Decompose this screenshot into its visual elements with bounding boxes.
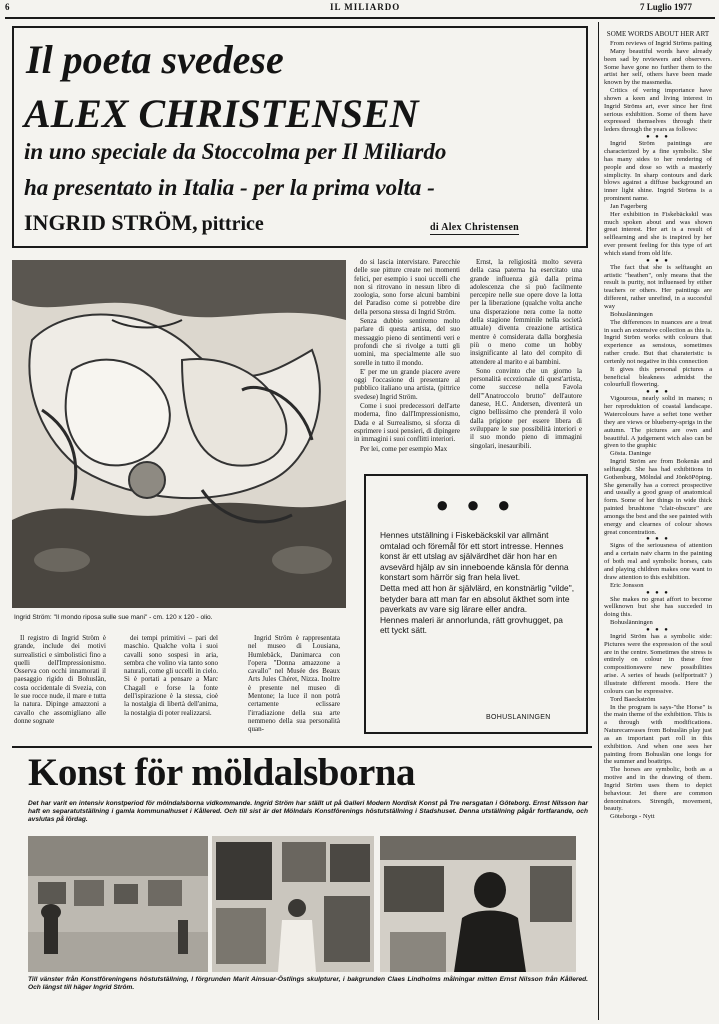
artist-line bbox=[24, 212, 264, 234]
article-col-5-p1: Ernst, la religiosità molto severa della casa paterna ha esercitato una grande influenza già dalla prima adolescenza che si può facilmente percepire nelle sue opere dove la lotta per la liberazione (qualche volta anche una disperazione nera come la notte della stagione femminile nella società attuale) diventa creazione artistica mentre è comsiderata dalla borghesia più o meno come un hobby insignificante al lato del compito di attendere al marito e ai bambini. bbox=[470, 258, 582, 366]
article-col-4-p1: do si lascia intervistare. Parecchie delle sue pitture create nei momenti felici, per esempio i suoi uccelli che non si ritrovano in nessun libro di zoologia, sono forse alcuni bambini del Paradiso come si potrebbe dire della persona stessa di Ingrid Ström. bbox=[354, 258, 460, 316]
quote-dots: ● ● ● bbox=[435, 492, 517, 517]
article-col-4-p3: E' per me un grande piacere avere oggi l'occasione di presentare al pubblico italiano una artista, (pittrice svedese) Ingrid Ström. bbox=[354, 367, 460, 401]
sidebar-paragraph: Ingrid Ström paintings are characterized by a fine symbolic. She has many sides to her rendering of people and dose so with a masterly simplicity. In sharp contours and dark blows against a diffuse background an inner light shine. Ingrid Ströms is a prominent name. bbox=[604, 140, 712, 203]
painting-illustration bbox=[12, 260, 346, 608]
newspaper-name: IL MILIARDO bbox=[330, 2, 401, 12]
exhibition-photo-1 bbox=[28, 836, 208, 972]
sidebar-separator-icon: ● ● ● bbox=[646, 134, 670, 141]
sidebar-paragraph: It gives this personal pictures a beneficial bleakness admidst the colourfull flowering. bbox=[604, 365, 712, 389]
headline-line-3: in uno speciale da Stoccolma per Il Miliardo bbox=[24, 139, 447, 164]
sidebar-separator-icon: ● ● ● bbox=[646, 257, 670, 264]
sidebar-paragraph: Vigourous, nearly solid in manes; n her reproduktion of coastal landscape. Watercolours have a seftet tone wether they are views or blueberry-sprigs in the autumn. The pictures are own and beautiful. A judgement wich also can be given to the graphic bbox=[604, 395, 712, 450]
page-number: 6 bbox=[5, 2, 10, 12]
exhibition-hall-illustration bbox=[28, 836, 208, 972]
exhibition-photo-3 bbox=[380, 836, 576, 972]
sidebar-paragraph: Ingrid Ström are from Bokenäs and selftaught. She has had exhibitions in Gothenburg, Mölndal and JönköPöping. She generally has a correct prospective and usually a good grasp of anatomical form. Some of her things in wide thick painted brushtone "clair-obscure" are amongs the best and the see painted with energy and clearnes of colour shows great concentration. bbox=[604, 458, 712, 536]
bottom-article-rule bbox=[12, 746, 592, 748]
article-col-5-p2: Sono convinto che un giorno la personalità eccezionale di quest'artista, come succese nella Favola dell'"Anatroccolo brutto" dell'autore danese, H.C. Andersen, diventerà un cigno bellissimo che prenderà il volo dalla prigione per essere libera di sviluppare le sue possibilità interiori e il suo mondo pieno di immagini singolari, inesauribili. bbox=[470, 366, 582, 450]
sidebar-paragraph: Many beautiful words have already been sad by reviewers and observers. Some have gone no further them to the artist her self, others have been made known by the massmedia. bbox=[604, 47, 712, 87]
sidebar-paragraph: In the program is says-"the Horse" is the main theme of the exhibition. This is a through with modifications. Naturecanvases from Bohuslän play just as an important part roll in this exhibition. And when one sees her painting from Bohuslän one longs for the summer and boattrips. bbox=[604, 703, 712, 766]
artist-with-paintings-illustration bbox=[212, 836, 374, 972]
sidebar-signature: Bohuslänningen bbox=[610, 310, 653, 318]
article-col-3 bbox=[248, 634, 340, 738]
painting-image bbox=[12, 260, 346, 608]
sidebar-paragraph: Signs of the seriousness of attention and a certain naiv charm in the painting of both real and symbolic horses, cats and playing children makes one want to draw attention to this exhibition. bbox=[604, 542, 712, 581]
bottom-caption: Till vänster från Konstföreningens höstutställning, I förgrunden Marit Ainsuar-Östlings skulpturer, i bakgrunden Claes Lindholms målningar mitten Ernst Nilsson från Kållered. Och längst till häger Ingrid Ström. bbox=[28, 976, 588, 992]
bottom-intro: Det har varit en intensiv konstperiod för mölndalsborna vidkommande. Ingrid Ström har ställt ut på Galleri Modern Nordisk Konst på Tre nersgatan i Göteborg. Ernst Nilsson har haft en separatutställning i gamla kommunalhuset i Kållered. Och till sist är det Mölndals Konstförenings höstutställning i Stadshuset. Denna utställning pågår fortfarande, och avslutas på lördag. bbox=[28, 800, 588, 824]
sidebar-paragraph: Critics of vering importance have shown a keen and living interest in Ingrid Ströms art, ever since her first serious exhibition. Some of them have expressed themselves through their leders through the years as follows: bbox=[604, 87, 712, 134]
article-col-1 bbox=[14, 634, 106, 726]
header-rule bbox=[5, 17, 715, 19]
quote-box bbox=[364, 474, 588, 734]
sidebar-signature: Gösta. Daninge bbox=[610, 450, 652, 458]
ingrid-strom-portrait-illustration bbox=[380, 836, 576, 972]
sidebar-separator-icon: ● ● ● bbox=[646, 589, 670, 596]
painting-caption: Ingrid Ström: "Il mondo riposa sulle sue mani" - cm. 120 x 120 - olio. bbox=[14, 614, 213, 621]
article-col-4-p2: Senza dubbio sentiremo molto parlare di questa artista, del suo messaggio pieno di sentimenti veri e profondi che si rivolge a tutti gli uomini, ma specialmente alle suo sorelle in tutto il mondo. bbox=[354, 317, 460, 367]
headline-line-1: Il poeta svedese bbox=[26, 37, 284, 82]
article-col-4-p5: Per lei, come per esempio Max bbox=[360, 444, 448, 453]
sidebar-body bbox=[604, 40, 712, 821]
sidebar-signature: Jan Fagerberg bbox=[610, 202, 648, 210]
article-col-2 bbox=[124, 634, 218, 726]
sidebar-paragraph: She makes no great affort to become wellknown but she has succeded in doing this. bbox=[604, 595, 712, 619]
quote-source: BOHUSLANINGEN bbox=[486, 714, 551, 721]
issue-date: 7 Luglio 1977 bbox=[640, 2, 693, 12]
sidebar-paragraph: Ingrid Ström has a symbolic side: Pictures were the expression of the soul are in the centre. Sometimes the stress is entirely on colour in these free compositionswere new possibilities arise. A series of heads (selfportrait? ) illustrate different moods. Here the colours can be expressive. bbox=[604, 632, 712, 695]
article-col-2-text: dei tempi primitivi – pari del maschio. Qualche volta i suoi cavalli sono sospesi in aria, sembra che volino via tanto sono naturali, come gli uccelli in cielo. Si è portati a pensare a Marc Chagall e forse la fonte dell'ispirazione è la stessa, cioè la nostalgia di libertà dell'anima, la nostalgia di poter realizzarsi. bbox=[124, 634, 218, 717]
artist-name: INGRID STRÖM, bbox=[24, 210, 198, 235]
exhibition-photo-2 bbox=[212, 836, 374, 972]
sidebar-divider bbox=[598, 22, 599, 1020]
sidebar-separator-icon: ● ● ● bbox=[646, 389, 670, 396]
sidebar-signature: Göteborgs - Nytt bbox=[610, 813, 655, 821]
quote-text: Hennes utställning i Fiskebäckskil var allmänt omtalad och föremål för ett stort intresse. Hennes konst är ett utslag av självärdhet där hon har en avsevärd hjälp av sin inneboende känsla för denna konstart som härrör sig fran hela livet. Detta med att hon är självlärd, en konstnärlig "vilde", betyder bara att man far en absolut äkthet som inte paverkats av vare sig lärare eller andra. Hennes maleri är annorlunda, rätt grovhugget, pa ett tyckt sätt. bbox=[380, 530, 574, 636]
sidebar bbox=[604, 30, 712, 1020]
sidebar-paragraph: The fact that she is selftaught an artistic "heathen", only means that the result is purity, not influensed by either teachers or others. Her paintings are different, rather unrefind, in a succesful way bbox=[604, 263, 712, 310]
sidebar-paragraph: The horses are symbolic, both as a motive and in the drawing of them. Ingrid Ström uses them to depict behaviour. Jet there are common denominators. Strength, movement, beauty. bbox=[604, 766, 712, 813]
article-col-5 bbox=[470, 258, 582, 470]
sidebar-paragraph: The differences in nuances are a treat in such an extensive collection as this is. Ingrid Ström works with colours that experience as sensious, sometimes rather crude. But that charateristic is certenly not negative in this connection bbox=[604, 318, 712, 365]
article-col-1-text: Il registro di Ingrid Ström è grande, include dei motivi surrealistici e simbolistici fino a quelli dell'Impressionismo. Osserva con occhi innamorati il paesaggio rigido di Bohuslän, costa occidentale di Svezia, con le sue rocce nude, il mare e tutta la natura. Dipinge amazzoni a cavallo che assomigliano alle donne sognate bbox=[14, 634, 106, 725]
bottom-headline: Konst för möldalsborna bbox=[28, 751, 415, 794]
sidebar-title: SOME WORDS ABOUT HER ART bbox=[606, 30, 710, 38]
headline-box bbox=[12, 26, 588, 248]
headline-line-4: ha presentato in Italia - per la prima volta - bbox=[24, 175, 435, 200]
sidebar-paragraph: From reviews of Ingrid Ströms paiting bbox=[610, 40, 712, 47]
sidebar-paragraph: Her exhibition in Fiskebäckskil was much spoken about and was shown great interest. Her art is a result of selflearning and she is inspired by her ever present feeling for this type of art which stand from old life. bbox=[604, 210, 712, 257]
artist-role: pittrice bbox=[201, 213, 264, 235]
sidebar-signature: Tord Baeckström bbox=[610, 695, 656, 703]
sidebar-separator-icon: ● ● ● bbox=[646, 626, 670, 633]
headline-line-2: ALEX CHRISTENSEN bbox=[24, 91, 419, 136]
article-col-4 bbox=[354, 258, 460, 470]
article-col-4-p4: Come i suoi predecessori dell'arte moderna, fino dall'Impressionismo, Dada e al Surrealismo, si sforza di esprimere i suoi pensieri, di dipingere in immagini i suoi conflitti interiori. bbox=[354, 402, 460, 444]
sidebar-signature: Bohuslänningen bbox=[610, 619, 653, 627]
article-col-3-text: Ingrid Ström è rappresentata nel museo di Lousiana, Humlebäck, Danimarca con l'opera "Donna amazzone a cavallo" nel Musée des Beaux Arts Jules Chéret, Nizza. Inoltre è presente nel museo di Mentone; la luce il non potrà certamente eclissare l'irradiazione della sua arte nemmeno della sua personalità quan- bbox=[248, 634, 340, 734]
sidebar-signature: Eric Jonsson bbox=[610, 581, 644, 589]
byline: di Alex Christensen bbox=[430, 222, 520, 233]
sidebar-separator-icon: ● ● ● bbox=[646, 536, 670, 543]
